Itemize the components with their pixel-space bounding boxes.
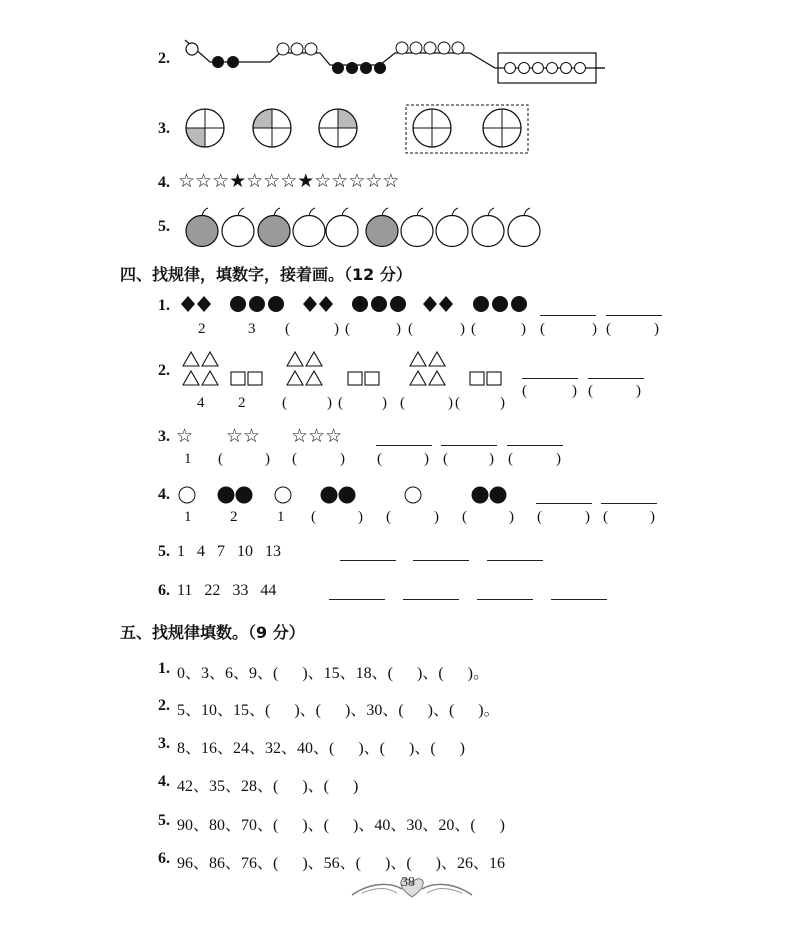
s5-q4-text: 42、35、28、( )、( )	[177, 778, 359, 795]
s4-q6-number: 6.	[158, 582, 170, 599]
paren: )	[265, 451, 270, 467]
answer-line[interactable]	[376, 445, 432, 446]
answer-line[interactable]	[588, 378, 644, 379]
diamond-circle-pattern	[180, 294, 520, 318]
answer-line[interactable]	[487, 560, 543, 561]
paren: )	[654, 321, 659, 337]
apple-icon	[326, 208, 358, 247]
paren: )	[382, 395, 387, 411]
paren: )	[396, 321, 401, 337]
paren: (	[400, 395, 405, 411]
apple-icon	[508, 208, 540, 247]
item2-number: 2.	[158, 50, 170, 67]
answer-line[interactable]	[522, 378, 578, 379]
section5-title: 五、找规律填数。（9 分）	[120, 623, 305, 642]
paren: (	[508, 451, 513, 467]
s5-q6-number: 6.	[158, 850, 170, 867]
paren: (	[377, 451, 382, 467]
paren: )	[327, 395, 332, 411]
star-group-1: ☆	[176, 425, 194, 447]
s4-q3-label-1: 1	[184, 451, 192, 467]
paren: )	[509, 509, 514, 525]
paren: )	[592, 321, 597, 337]
apple-icon	[436, 208, 468, 247]
paren: )	[448, 395, 453, 411]
paren: )	[434, 509, 439, 525]
s5-q3-text: 8、16、24、32、40、( )、( )、( )	[177, 740, 465, 757]
apple-icon	[401, 208, 433, 247]
s5-q4-number: 4.	[158, 773, 170, 790]
apple-icon	[366, 208, 398, 247]
paren: (	[588, 383, 593, 399]
s4-q4-label-2: 2	[230, 509, 238, 525]
s4-q2-label-1: 4	[197, 395, 205, 411]
answer-line[interactable]	[507, 445, 563, 446]
item5-number: 5.	[158, 218, 170, 235]
answer-line[interactable]	[536, 503, 592, 504]
paren: )	[460, 321, 465, 337]
quartered-circles-figure	[180, 100, 540, 160]
item3-number: 3.	[158, 120, 170, 137]
star-group-3: ☆☆☆	[291, 425, 343, 447]
paren: )	[521, 321, 526, 337]
s4-q5-sequence: 1 4 7 10 13	[177, 543, 281, 560]
s4-q2-label-2: 2	[238, 395, 246, 411]
answer-line[interactable]	[601, 503, 657, 504]
section4-title: 四、找规律，填数字，接着画。（12 分）	[120, 265, 412, 284]
s5-q2-number: 2.	[158, 697, 170, 714]
s5-q5-number: 5.	[158, 812, 170, 829]
paren: (	[522, 383, 527, 399]
paren: )	[489, 451, 494, 467]
answer-line[interactable]	[477, 599, 533, 600]
paren: (	[218, 451, 223, 467]
s4-q5-number: 5.	[158, 543, 170, 560]
paren: )	[572, 383, 577, 399]
answer-line[interactable]	[340, 560, 396, 561]
s5-q6-text: 96、86、76、( )、56、( )、( )、26、16	[177, 855, 505, 872]
s5-q1-number: 1.	[158, 660, 170, 677]
s4-q2-number: 2.	[158, 362, 170, 379]
s5-q2-text: 5、10、15、( )、( )、30、( )、( )。	[177, 702, 500, 719]
s4-q3-number: 3.	[158, 428, 170, 445]
s4-q4-label-1: 1	[184, 509, 192, 525]
s4-q1-number: 1.	[158, 297, 170, 314]
apple-icon	[293, 208, 325, 247]
s4-q4-number: 4.	[158, 486, 170, 503]
paren: )	[334, 321, 339, 337]
item4-number: 4.	[158, 174, 170, 191]
answer-line[interactable]	[441, 445, 497, 446]
apple-icon	[258, 208, 290, 247]
answer-line[interactable]	[540, 315, 596, 316]
paren: (	[338, 395, 343, 411]
paren: (	[282, 395, 287, 411]
page-number: 38	[401, 875, 415, 890]
bead-string-figure	[180, 35, 620, 85]
answer-line[interactable]	[403, 599, 459, 600]
circle-pattern	[176, 485, 516, 507]
paren: )	[358, 509, 363, 525]
paren: )	[340, 451, 345, 467]
s4-q6-sequence: 11 22 33 44	[177, 582, 277, 599]
paren: (	[285, 321, 290, 337]
triangle-square-pattern	[182, 350, 522, 390]
s5-q3-number: 3.	[158, 735, 170, 752]
paren: (	[462, 509, 467, 525]
paren: (	[443, 451, 448, 467]
paren: (	[537, 509, 542, 525]
paren: )	[556, 451, 561, 467]
apple-icon	[472, 208, 504, 247]
paren: )	[636, 383, 641, 399]
answer-line[interactable]	[329, 599, 385, 600]
paren: (	[408, 321, 413, 337]
paren: (	[292, 451, 297, 467]
paren: (	[386, 509, 391, 525]
paren: (	[606, 321, 611, 337]
s4-q1-label-2: 3	[248, 321, 256, 337]
answer-line[interactable]	[551, 599, 607, 600]
paren: (	[311, 509, 316, 525]
paren: (	[471, 321, 476, 337]
s4-q1-label-1: 2	[198, 321, 206, 337]
paren: (	[603, 509, 608, 525]
paren: (	[540, 321, 545, 337]
s5-q5-text: 90、80、70、( )、( )、40、30、20、( )	[177, 817, 505, 834]
paren: )	[500, 395, 505, 411]
apple-icon	[186, 208, 218, 247]
answer-line[interactable]	[606, 315, 662, 316]
star-row: ☆☆☆★☆☆☆★☆☆☆☆☆	[178, 170, 400, 192]
apples-figure	[182, 205, 552, 251]
apple-icon	[222, 208, 254, 247]
star-group-2: ☆☆	[226, 425, 261, 447]
paren: (	[345, 321, 350, 337]
paren: (	[455, 395, 460, 411]
paren: )	[585, 509, 590, 525]
answer-line[interactable]	[413, 560, 469, 561]
paren: )	[650, 509, 655, 525]
s5-q1-text: 0、3、6、9、( )、15、18、( )、( )。	[177, 665, 489, 682]
s4-q4-label-3: 1	[277, 509, 285, 525]
paren: )	[424, 451, 429, 467]
